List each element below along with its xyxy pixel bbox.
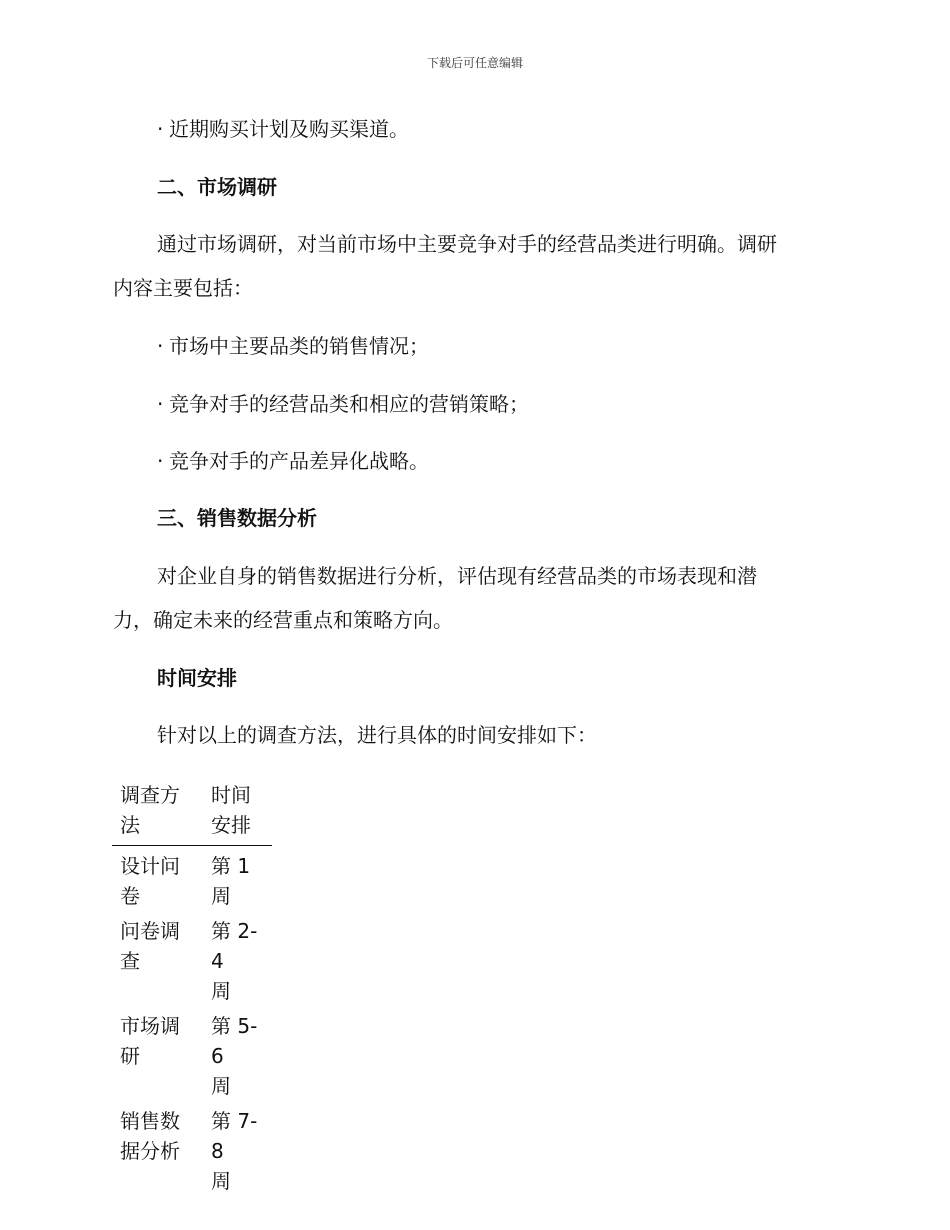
page-header-note: 下载后可任意编辑 <box>426 56 523 70</box>
cell-text: 周 <box>211 979 231 1003</box>
cell-method <box>112 846 203 917</box>
cell-method <box>112 1011 203 1106</box>
list-item-text: 市场中主要品类的销售情况； <box>169 334 429 358</box>
column-header-method <box>112 780 203 846</box>
cell-text: 第 2-4 <box>211 919 258 973</box>
cell-text: 市场调 <box>120 1014 180 1038</box>
list-item-text: 竞争对手的经营品类和相应的营销策略； <box>169 392 529 416</box>
list-item-text: 竞争对手的产品差异化战略。 <box>169 449 429 473</box>
paragraph-line: 力，确定未来的经营重点和策略方向。 <box>113 608 453 632</box>
section-heading-market-research: 二、市场调研 <box>157 175 277 199</box>
header-text: 安排 <box>211 813 251 837</box>
section-heading-sales-analysis: 三、销售数据分析 <box>157 506 317 530</box>
cell-text: 周 <box>211 884 231 908</box>
paragraph-line: 内容主要包括： <box>113 276 253 300</box>
cell-text: 第 5-6 <box>211 1014 258 1068</box>
list-item <box>157 390 529 418</box>
header-text: 调查方 <box>120 783 180 807</box>
cell-time <box>203 846 272 917</box>
bullet-marker: · <box>157 117 164 141</box>
cell-text: 问卷调 <box>120 919 180 943</box>
bullet-marker: · <box>157 334 164 358</box>
cell-text: 销售数 <box>120 1109 180 1133</box>
table-row <box>112 916 272 1011</box>
cell-text: 周 <box>211 1169 231 1193</box>
cell-text: 第 7-8 <box>211 1109 258 1163</box>
schedule-intro: 针对以上的调查方法，进行具体的时间安排如下： <box>157 723 597 747</box>
paragraph-line: 对企业自身的销售数据进行分析，评估现有经营品类的市场表现和潜 <box>157 564 757 588</box>
cell-text: 第 1 <box>211 854 251 878</box>
cell-text: 周 <box>211 1074 231 1098</box>
cell-time <box>203 916 272 1011</box>
table-row <box>112 1106 272 1201</box>
list-item-purchase-plan <box>157 115 409 143</box>
cell-text: 卷 <box>120 884 140 908</box>
cell-text: 查 <box>120 949 140 973</box>
column-header-time <box>203 780 272 846</box>
header-text: 时间 <box>211 783 251 807</box>
list-item <box>157 332 429 360</box>
header-text: 法 <box>120 813 140 837</box>
table-header-row <box>112 780 272 846</box>
cell-time <box>203 1011 272 1106</box>
bullet-marker: · <box>157 449 164 473</box>
list-item <box>157 447 429 475</box>
cell-method <box>112 916 203 1011</box>
paragraph-line: 通过市场调研，对当前市场中主要竞争对手的经营品类进行明确。调研 <box>157 232 777 256</box>
section-heading-schedule: 时间安排 <box>157 666 237 690</box>
cell-text: 研 <box>120 1044 140 1068</box>
table-row <box>112 1011 272 1106</box>
cell-method <box>112 1106 203 1201</box>
table-row <box>112 846 272 917</box>
cell-text: 设计问 <box>120 854 180 878</box>
list-item-text: 近期购买计划及购买渠道。 <box>169 117 409 141</box>
cell-text: 据分析 <box>120 1139 180 1163</box>
cell-time <box>203 1106 272 1201</box>
schedule-table <box>112 780 272 1201</box>
bullet-marker: · <box>157 392 164 416</box>
